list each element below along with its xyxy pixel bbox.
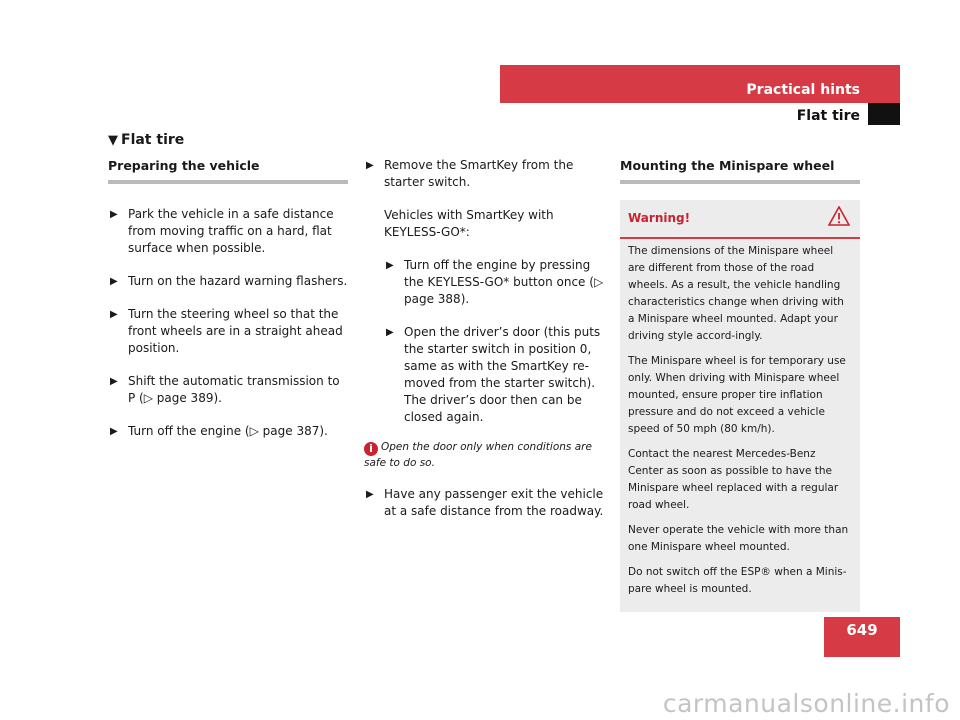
arrow-icon: ▶ [110, 209, 118, 220]
keyless-intro: Vehicles with SmartKey with KEYLESS-GO*: [384, 208, 554, 239]
header-band [500, 65, 900, 103]
warning-triangle-icon [828, 206, 850, 226]
step-park [108, 206, 348, 257]
step-text: Turn off the engine by pressing the KEYLESS-GO* button once (▷ page 388). [404, 258, 604, 306]
arrow-icon: ▶ [386, 260, 394, 271]
warning-box [620, 200, 860, 612]
step-engine-off [108, 423, 348, 440]
step-text: Turn on the hazard warning flashers. [128, 274, 348, 288]
step-text: Shift the automatic transmission to P (▷ page 389). [128, 374, 340, 405]
arrow-icon: ▶ [110, 309, 118, 320]
step-transmission [108, 373, 348, 407]
section-title [108, 132, 184, 148]
warning-paragraph: The dimensions of the Minispare wheel are different from those of the road wheels. As a result, the vehicle handling characteristics change when driving with a Minispare wheel mounted. Adapt your driving style accord-ingly. [628, 245, 844, 342]
arrow-icon: ▶ [386, 327, 394, 338]
step-text: Park the vehicle in a safe distance from moving traffic on a hard, flat surface when possible. [128, 207, 334, 255]
arrow-icon: ▶ [110, 376, 118, 387]
info-note [364, 440, 604, 470]
column-right [620, 157, 860, 612]
step-passengers-exit [364, 486, 604, 520]
warning-body [620, 239, 860, 612]
warning-paragraph: Contact the nearest Mercedes-Benz Center as soon as possible to have the Minispare wheel replaced with a regular road wheel. [628, 448, 839, 511]
arrow-icon: ▶ [110, 426, 118, 437]
arrow-icon: ▶ [110, 276, 118, 287]
step-text: Turn off the engine (▷ page 387). [128, 424, 328, 438]
step-open-door [384, 324, 604, 426]
warning-paragraph: Never operate the vehicle with more than one Minispare wheel mounted. [628, 524, 849, 553]
step-keyless-button [384, 257, 604, 308]
note-text: Open the door only when conditions are safe to do so. [364, 441, 592, 469]
step-text: Turn the steering wheel so that the front wheels are in a straight ahead position. [128, 307, 343, 355]
column-middle [364, 157, 604, 520]
section-marker-icon: ▼ [108, 133, 118, 148]
mounting-heading: Mounting the Minispare wheel [620, 157, 860, 184]
column-left [108, 157, 348, 440]
step-hazard [108, 273, 348, 290]
arrow-icon: ▶ [366, 489, 374, 500]
preparing-heading: Preparing the vehicle [108, 157, 348, 184]
arrow-icon: ▶ [366, 160, 374, 171]
step-remove-key [364, 157, 604, 191]
section-title-text: Flat tire [121, 132, 185, 148]
chapter-title: Practical hints [746, 82, 860, 98]
header-marker-block [868, 103, 900, 125]
step-text: Have any passenger exit the vehicle at a safe distance from the roadway. [384, 487, 604, 518]
step-text: Open the driver’s door (this puts the starter switch in position 0, same as with the SmartKey re-moved from the starter switch). The driver’s door then can be closed again. [404, 325, 601, 424]
watermark: carmanualsonline.info [662, 689, 950, 718]
section-header: Flat tire [796, 108, 860, 124]
info-icon: i [364, 442, 378, 456]
warning-header [620, 200, 860, 239]
step-steering [108, 306, 348, 357]
warning-paragraph: Do not switch off the ESP® when a Minis-pare wheel is mounted. [628, 566, 847, 595]
page-number: 649 [824, 617, 900, 657]
step-text: Remove the SmartKey from the starter switch. [384, 158, 574, 189]
warning-title: Warning! [628, 211, 691, 225]
warning-paragraph: The Minispare wheel is for temporary use only. When driving with Minispare wheel mounted, ensure proper tire inflation pressure and do not exceed a vehicle speed of 50 mph (80 km/h). [628, 355, 846, 435]
